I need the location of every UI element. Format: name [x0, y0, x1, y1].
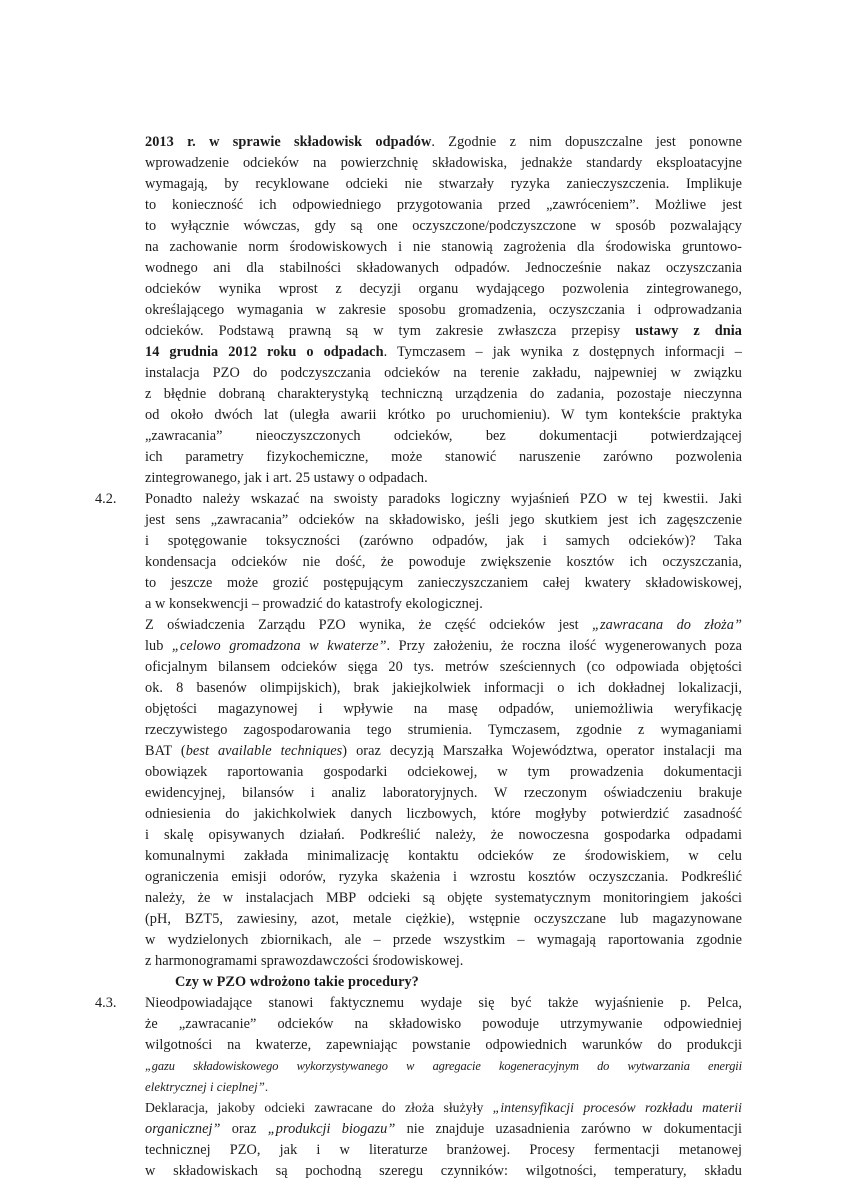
text-run: odniesienia do jakichkolwiek danych liczbowych, które mogłyby potwierdzić zasadność	[145, 806, 742, 822]
text-run: kondensacja odcieków nie dość, że powoduje zwiększenie kosztów ich oczyszczania,	[145, 554, 742, 570]
text-line	[145, 930, 742, 950]
text-line	[145, 132, 742, 152]
text-run: . Zgodnie z nim dopuszczalne jest ponowne	[431, 134, 742, 150]
text-line	[145, 720, 742, 740]
text-run: komunalnymi zakłada minimalizację kontaktu odcieków ze środowiskiem, w celu	[145, 848, 742, 864]
italic-text: „zawracana do złoża”	[592, 617, 742, 633]
bold-text: 14 grudnia 2012 roku o odpadach	[145, 344, 384, 360]
text-line	[145, 1014, 742, 1034]
text-run: . Przy założeniu, że roczna ilość wygenerowanych poza	[386, 638, 742, 654]
text-line	[145, 1098, 742, 1118]
text-line	[145, 636, 742, 656]
italic-text: „produkcji biogazu”	[267, 1121, 396, 1137]
text-run: (pH, BZT5, zawiesiny, azot, metale ciężkie), wstępnie oczyszczane lub magazynowane	[145, 911, 742, 927]
text-line	[145, 174, 742, 194]
section-question	[175, 972, 772, 992]
text-line	[145, 552, 742, 572]
text-line	[145, 1056, 742, 1076]
text-run: ewidencyjnej, bilansów i analiz laboratoryjnych. W rzeczonym oświadczeniu brakuje	[145, 785, 742, 801]
text-run: to jeszcze może grozić postępującym zanieczyszczaniem całej kwatery składowiskowej,	[145, 575, 742, 591]
text-line	[145, 153, 742, 173]
text-line	[145, 195, 742, 215]
text-run: obowiązek raportowania gospodarki odciekowej, w tym prowadzenia dokumentacji	[145, 764, 742, 780]
text-run: Ponadto należy wskazać na swoisty paradoks logiczny wyjaśnień PZO w tej kwestii. Jaki	[145, 491, 742, 507]
text-line	[145, 657, 742, 677]
text-run: oficjalnym bilansem odcieków sięga 20 tys. metrów sześciennych (co odpowiada objętości	[145, 659, 742, 675]
text-line	[145, 384, 742, 404]
text-line	[145, 699, 742, 719]
text-run: objętości magazynowej i wpływie na masę odpadów, uniemożliwia weryfikację	[145, 701, 742, 717]
text-line	[145, 405, 742, 425]
text-line	[145, 909, 742, 929]
text-run: wodnego ani dla stabilności składowanych odpadów. Jednocześnie nakaz oczyszczania	[145, 260, 742, 276]
text-run: określającego wymagania w zakresie sposobu gromadzenia, oczyszczania i odprowadzania	[145, 302, 742, 318]
italic-text: „intensyfikacji procesów rozkładu materii	[492, 1100, 743, 1115]
text-run: Z oświadczenia Zarządu PZO wynika, że część odcieków jest	[145, 617, 593, 633]
text-line	[145, 531, 742, 551]
text-line	[145, 741, 742, 761]
bold-text: ustawy z dnia	[635, 323, 742, 339]
text-run: Deklaracja, jakoby odcieki zawracane do złoża służyły	[145, 1100, 493, 1115]
text-run: ograniczenia emisji odorów, ryzyka skażenia i wzrostu kosztów oczyszczania. Podkreślić	[145, 869, 742, 885]
text-line	[145, 1161, 742, 1181]
text-line	[145, 678, 742, 698]
text-line	[145, 1140, 742, 1160]
text-line	[145, 1119, 742, 1139]
text-line	[145, 237, 742, 257]
text-run: odcieków. Podstawą prawną są w tym zakresie zwłaszcza przepisy	[145, 323, 636, 339]
text-line	[145, 594, 742, 614]
text-run: to wyłącznie wówczas, gdy są one oczyszczone/podczyszczone w sposób pozwalający	[145, 218, 742, 234]
text-run: BAT (	[145, 743, 186, 759]
text-run: i skalę opisywanych działań. Podkreślić należy, że nowoczesna gospodarka odpadami	[145, 827, 742, 843]
text-line	[145, 216, 742, 236]
text-run: ich parametry fizykochemiczne, może stanowić naruszenie zarówno pozwolenia	[145, 449, 742, 465]
text-run: nie znajduje uzasadnienia zarówno w dokumentacji	[395, 1121, 742, 1137]
text-line	[145, 1035, 742, 1055]
text-run: technicznej PZO, jak i w literaturze branżowej. Procesy fermentacji metanowej	[145, 1142, 742, 1158]
text-run: że „zawracanie” odcieków na składowisko powoduje utrzymywanie odpowiedniej	[145, 1016, 742, 1032]
text-run: wprowadzenie odcieków na powierzchnię składowiska, jednakże standardy eksploatacyjne	[145, 155, 742, 171]
text-line	[145, 489, 742, 509]
text-run: „zawracania” nieoczyszczonych odcieków, bez dokumentacji potwierdzającej	[145, 428, 742, 444]
text-run: odcieków wynika wprost z decyzji organu wydającego pozwolenia zintegrowanego,	[145, 281, 742, 297]
text-line	[145, 510, 742, 530]
text-line	[145, 993, 742, 1013]
text-run: instalacja PZO do podczyszczania odcieków na terenie zakładu, najpewniej w związku	[145, 365, 742, 381]
text-run: w składowiskach są pochodną szeregu czynników: wilgotności, temperatury, składu	[145, 1163, 742, 1179]
text-line	[145, 468, 742, 488]
text-line	[145, 762, 742, 782]
text-line	[145, 783, 742, 803]
text-run: ) oraz decyzją Marszałka Województwa, operator instalacji ma	[342, 743, 742, 759]
italic-text: „celowo gromadzona w kwaterze”	[171, 638, 387, 654]
text-line	[145, 867, 742, 887]
text-line	[145, 447, 742, 467]
text-run: jest sens „zawracania” odcieków na składowisko, jeśli jego skutkiem jest ich zagęszczenie	[145, 512, 742, 528]
text-run: zintegrowanego, jak i art. 25 ustawy o odpadach.	[145, 470, 428, 486]
text-run: wilgotności na kwaterze, zapewniając powstanie odpowiednich warunków do produkcji	[145, 1037, 742, 1053]
text-run: .	[264, 1080, 269, 1094]
text-run: . Tymczasem – jak wynika z dostępnych informacji –	[383, 344, 743, 360]
bold-text: 2013 r. w sprawie składowisk odpadów	[145, 134, 432, 150]
text-run: w wydzielonych zbiornikach, ale – przede wszystkim – wymagają raportowania zgodnie	[145, 932, 742, 948]
text-line	[145, 426, 742, 446]
text-line	[145, 573, 742, 593]
text-run: na zachowanie norm środowiskowych i nie stanowią zagrożenia dla środowiska gruntowo-	[145, 239, 742, 255]
text-run: rzeczywistego zagospodarowania tego strumienia. Tymczasem, zgodnie z wymaganiami	[145, 722, 742, 738]
bold-text: Czy w PZO wdrożono takie procedury?	[175, 974, 419, 990]
italic-text: organicznej”	[145, 1121, 221, 1137]
text-run: od około dwóch lat (uległa awarii krótko po uruchomieniu). W tym kontekście praktyka	[145, 407, 742, 423]
text-run: to konieczność ich odpowiedniego przygotowania przed „zawróceniem”. Możliwe jest	[145, 197, 742, 213]
text-run: ok. 8 basenów olimpijskich), brak jakiejkolwiek informacji o ich dokładnej lokalizacji,	[145, 680, 742, 696]
text-run: i spotęgowanie toksyczności (zarówno odpadów, jak i samych odcieków)? Taka	[145, 533, 742, 549]
text-line	[145, 825, 742, 845]
text-line	[145, 363, 742, 383]
text-run: Nieodpowiadające stanowi faktycznemu wydaje się być także wyjaśnienie p. Pelca,	[145, 995, 742, 1011]
text-line	[145, 846, 742, 866]
text-run: oraz	[220, 1121, 268, 1137]
text-line	[145, 615, 742, 635]
italic-text: „gazu składowiskowego wykorzystywanego w agregacie kogeneracyjnym do wytwarzania energii	[145, 1059, 742, 1073]
text-line	[145, 279, 742, 299]
text-run: z błędnie dobraną charakterystyką techniczną urządzenia do zadania, pozostaje nieczynna	[145, 386, 742, 402]
text-line	[145, 342, 742, 362]
text-run: lub	[145, 638, 172, 654]
section-number: 4.2.	[95, 491, 117, 507]
text-line	[145, 1077, 742, 1097]
text-run: wymagają, by recyklowane odcieki nie stwarzały ryzyka zanieczyszczenia. Implikuje	[145, 176, 742, 192]
text-line	[145, 258, 742, 278]
text-line	[145, 951, 742, 971]
section-number: 4.3.	[95, 995, 117, 1011]
text-line	[145, 321, 742, 341]
italic-text: elektrycznej i cieplnej”	[145, 1080, 265, 1094]
text-line	[145, 888, 742, 908]
italic-text: best available techniques	[185, 743, 343, 759]
text-line	[145, 804, 742, 824]
text-line	[145, 300, 742, 320]
text-run: a w konsekwencji – prowadzić do katastrofy ekologicznej.	[145, 596, 483, 612]
text-run: należy, że w instalacjach MBP odcieki są objęte systematycznym monitoringiem jakości	[145, 890, 742, 906]
text-run: z harmonogramami sprawozdawczości środowiskowej.	[145, 953, 464, 969]
